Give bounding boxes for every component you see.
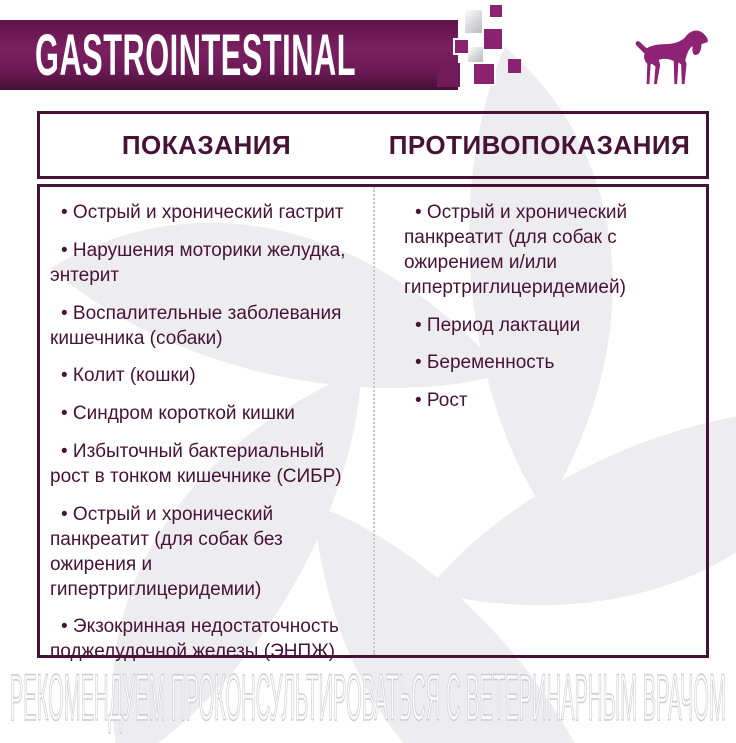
table-body (37, 184, 709, 663)
disclaimer-text: РЕКОМЕНДУЕМ ПРОКОНСУЛЬТИРОВАТЬСЯ С ВЕТЕРИНАРНЫМ ВРАЧОМ (9, 660, 727, 734)
indications-list (40, 187, 373, 663)
mosaic-square (490, 5, 502, 17)
list-item: • Избыточный бактериальный рост в тонком кишечнике (СИБР) (50, 441, 342, 487)
mosaic-square (472, 62, 496, 86)
mosaic-square (437, 63, 460, 87)
mosaic-square (465, 10, 482, 33)
title-banner (0, 20, 458, 90)
list-item: • Беременность (415, 352, 555, 374)
list-item: • Острый и хронический гастрит (61, 202, 344, 223)
mosaic-square (482, 27, 504, 51)
disclaimer (0, 660, 736, 734)
column-header-indications: ПОКАЗАНИЯ (121, 129, 292, 160)
mosaic-square (508, 59, 521, 73)
list-item: • Колит (кошки) (61, 365, 196, 387)
mosaic-square (468, 47, 483, 62)
page-title: GASTROINTESTINAL (35, 22, 357, 88)
list-item: • Экзокринная недостаточность поджелудочной железы (ЭНПЖ) (50, 616, 339, 663)
mosaic-squares-icon (433, 2, 533, 94)
list-item: • Острый и хронический панкреатит (для собак без ожирения и гипертриглицеридемии) (50, 503, 283, 600)
list-item: • Нарушения моторики желудка, энтерит (50, 239, 346, 286)
contraindications-list (373, 187, 706, 655)
list-item: • Период лактации (415, 314, 581, 336)
dog-icon (627, 22, 715, 92)
list-item: • Рост (415, 390, 468, 412)
table-header-row (37, 111, 709, 179)
column-header-contraindications: ПРОТИВОПОКАЗАНИЯ (388, 129, 691, 160)
list-item: • Воспалительные заболевания кишечника (собаки) (50, 302, 342, 349)
list-item: • Синдром короткой кишки (61, 403, 295, 425)
list-item: • Острый и хронический панкреатит (для собак с ожирением и/или гипертриглицеридемией) (404, 202, 628, 298)
